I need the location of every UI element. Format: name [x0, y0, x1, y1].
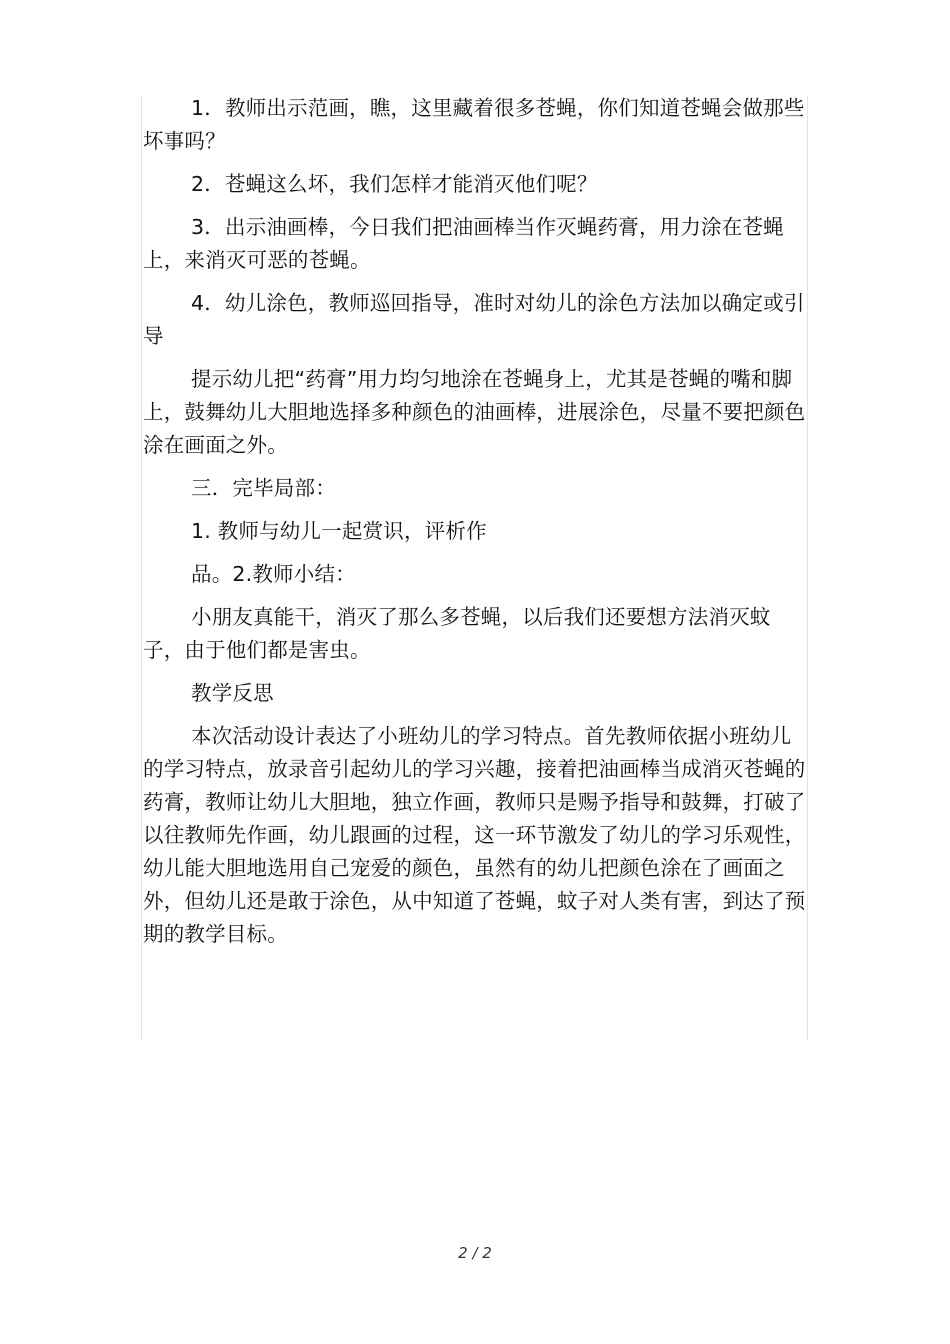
document-body	[143, 92, 811, 961]
paragraph-step-3: 3．出示油画棒，今日我们把油画棒当作灭蝇药膏，用力涂在苍蝇上，来消灭可恶的苍蝇。	[143, 215, 784, 272]
page-number: 2 / 2	[458, 1244, 492, 1262]
section-heading-ending: 三．完毕局部：	[191, 476, 336, 500]
paragraph-step-2: 2．苍蝇这么坏，我们怎样才能消灭他们呢？	[191, 172, 598, 196]
paragraph-appreciate: 1. 教师与幼儿一起赏识，评析作	[191, 519, 487, 543]
section-heading-reflection: 教学反思	[191, 681, 274, 705]
paragraph-conclusion: 小朋友真能干，消灭了那么多苍蝇，以后我们还要想方法消灭蚊子，由于他们都是害虫。	[143, 605, 771, 662]
paragraph-reflection: 本次活动设计表达了小班幼儿的学习特点。首先教师依据小班幼儿的学习特点，放录音引起幼儿的学习兴趣，接着把油画棒当成消灭苍蝇的药膏，教师让幼儿大胆地，独立作画，教师只是赐予指导和鼓舞，打破了以往教师先作画，幼儿跟画的过程，这一环节激发了幼儿的学习乐观性，幼儿能大胆地选用自己宠爱的颜色，虽然有的幼儿把颜色涂在了画面之外，但幼儿还是敢于涂色，从中知道了苍蝇，蚊子对人类有害，到达了预期的教学目标。	[143, 724, 806, 946]
paragraph-step-1: 1．教师出示范画，瞧，这里藏着很多苍蝇，你们知道苍蝇会做那些坏事吗？	[143, 96, 805, 153]
paragraph-hint: 提示幼儿把“药膏”用力均匀地涂在苍蝇身上，尤其是苍蝇的嘴和脚上，鼓舞幼儿大胆地选择多种颜色的油画棒，进展涂色，尽量不要把颜色涂在画面之外。	[143, 367, 806, 457]
paragraph-step-4: 4．幼儿涂色，教师巡回指导，准时对幼儿的涂色方法加以确定或引导	[143, 291, 805, 348]
page-border-left	[141, 95, 142, 1040]
paragraph-summary: 品。2.教师小结：	[191, 562, 356, 586]
